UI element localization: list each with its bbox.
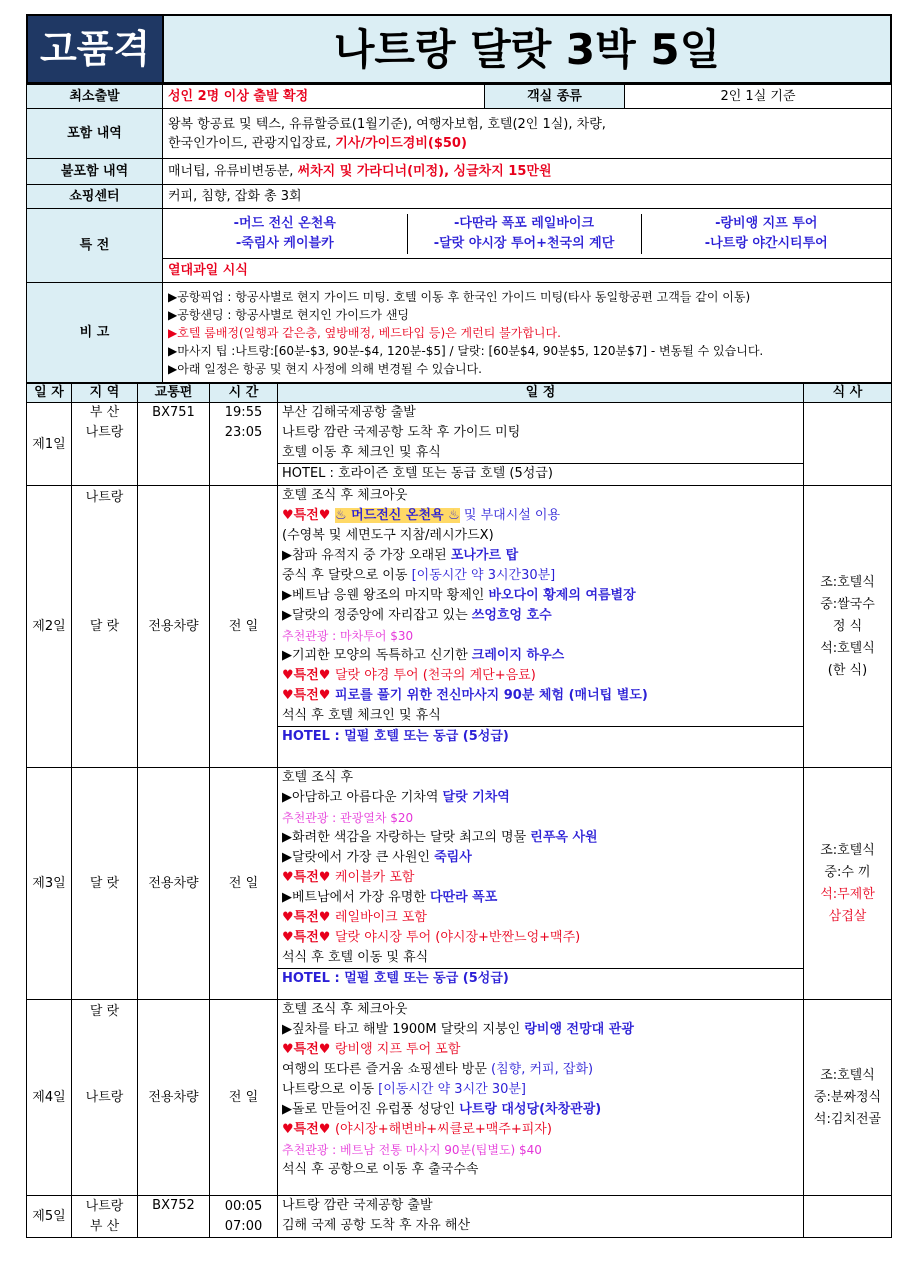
- region-cell: [72, 486, 138, 768]
- min-departure-label: 최소출발: [27, 85, 163, 109]
- attraction-name: 나트랑 대성당(차창관광): [459, 1102, 602, 1117]
- meal-item: 석:김치전골: [813, 1111, 882, 1127]
- schedule-line: [282, 546, 799, 566]
- schedule-line: 석식 후 호텔 체크인 및 휴식: [282, 708, 441, 723]
- special-item: -랑비앵 지프 투어: [715, 215, 818, 231]
- remark-line: ▶공항샌딩 : 항공사별로 현지인 가이드가 샌딩: [168, 307, 410, 322]
- info-table: [26, 84, 892, 383]
- schedule-text: ▶화려한 색감을 자랑하는 달랏 최고의 명물: [282, 830, 531, 845]
- region: 나트랑: [85, 1198, 124, 1214]
- time: 23:05: [224, 425, 263, 440]
- remark-line: ▶공항픽업 : 항공사별로 현지 가이드 미팅. 호텔 이동 후 한국인 가이드 미팅(타사 동일항공편 고객들 같이 이동): [168, 289, 751, 304]
- schedule-text: ▶달랏의 정중앙에 자리잡고 있는: [282, 608, 472, 623]
- special-item: -다딴라 폭포 레일바이크: [453, 215, 595, 231]
- day-label: 제1일: [27, 403, 72, 486]
- room-type-label: 객실 종류: [485, 85, 625, 109]
- schedule-line: [282, 848, 799, 868]
- remark-line: ▶호텔 룸배정(일행과 같은층, 옆방배정, 베드타입 등)은 게런티 불가합니다.: [168, 325, 561, 340]
- remarks-label: 비 고: [27, 283, 163, 383]
- included-label: 포함 내역: [27, 109, 163, 159]
- included-line: [168, 134, 886, 153]
- schedule-line: 부산 김해국제공항 출발: [282, 405, 416, 420]
- schedule-line: [282, 908, 799, 928]
- transport: 전용차량: [138, 768, 210, 1000]
- excluded-value: [163, 159, 892, 185]
- schedule-line: [282, 606, 799, 626]
- special-col: [641, 214, 891, 254]
- schedule-text: ▶기괴한 모양의 독특하고 신기한: [282, 648, 472, 663]
- perk-text: (야시장+해변바+씨클로+맥주+피자): [334, 1122, 552, 1137]
- meal-item: 석:호텔식: [820, 640, 875, 656]
- schedule-line: [282, 586, 799, 606]
- schedule-text: ▶참파 유적지 중 가장 오래된: [282, 548, 451, 563]
- meal-cell: [804, 486, 892, 768]
- region: 나트랑: [85, 425, 124, 440]
- special-item: -달랏 야시장 투어+천국의 계단: [433, 235, 615, 251]
- region-cell: [72, 1196, 138, 1238]
- schedule-line: [282, 566, 799, 586]
- day-row-1: [27, 403, 892, 486]
- region: 달 랏: [72, 768, 138, 1000]
- special-items-cell: [163, 209, 892, 259]
- schedule-line: [282, 868, 799, 888]
- perk-text: 케이블카 포함: [334, 870, 415, 885]
- header-table: [26, 14, 892, 84]
- region-cell: [72, 403, 138, 486]
- meal-item: 조:호텔식: [820, 842, 875, 858]
- region: 달 랏: [89, 1004, 120, 1019]
- day-label: 제4일: [27, 1000, 72, 1196]
- day-row-5: [27, 1196, 892, 1238]
- schedule-line: [282, 666, 799, 686]
- day-row-4: [27, 1000, 892, 1196]
- shopping-value: 커피, 침향, 잡화 총 3회: [163, 185, 892, 209]
- schedule-cell: [278, 486, 804, 768]
- schedule-line: 석식 후 호텔 이동 및 휴식: [282, 950, 429, 965]
- meal-cell: [804, 1196, 892, 1238]
- included-red-text: 기사/가이드경비($50): [335, 135, 467, 151]
- excluded-label: 불포함 내역: [27, 159, 163, 185]
- attraction-name: 랑비앵 전망대 관광: [524, 1022, 634, 1037]
- time: 07:00: [224, 1218, 263, 1234]
- perk-marker: ♥특전♥: [282, 508, 335, 523]
- highlight-text: ♨ 머드전신 온천욕 ♨: [334, 508, 460, 523]
- schedule-text: ▶짚차를 타고 해발 1900M 달랏의 지붕인: [282, 1022, 525, 1037]
- recommended-tour: 추천관광 : 마차투어 $30: [282, 629, 414, 643]
- region: 달 랏: [89, 619, 120, 634]
- perk-marker: ♥특전♥: [282, 1042, 335, 1057]
- schedule-line: [282, 1120, 799, 1140]
- attraction-name: 포나가르 탑: [450, 548, 519, 563]
- schedule-line: [282, 1080, 799, 1100]
- remarks-cell: [163, 283, 892, 383]
- attraction-name: 쓰엉흐엉 호수: [471, 608, 552, 623]
- schedule-text: ▶돌로 만들어진 유럽풍 성당인: [282, 1102, 460, 1117]
- attraction-name: 다딴라 폭포: [429, 890, 498, 905]
- day-label: 제5일: [27, 1196, 72, 1238]
- grade-badge: 고품격: [27, 15, 163, 83]
- room-type-value: 2인 1실 기준: [625, 85, 892, 109]
- special-item: -머드 전신 온천욕: [233, 215, 336, 231]
- schedule-line: 호텔 조식 후 체크아웃: [282, 1002, 408, 1017]
- perk-text: 달랏 야시장 투어 (야시장+반짠느엉+맥주): [334, 930, 581, 945]
- schedule-line: [282, 888, 799, 908]
- recommended-tour: 추천관광 : 베트남 전통 마사지 90분(팁별도) $40: [282, 1143, 542, 1157]
- special-col: [407, 214, 641, 254]
- min-departure-value: 성인 2명 이상 출발 확정: [163, 85, 485, 109]
- transport: BX751: [138, 403, 210, 486]
- col-transport: 교통편: [138, 384, 210, 403]
- schedule-line: 석식 후 공항으로 이동 후 출국수속: [282, 1162, 479, 1177]
- special-item: -나트랑 야간시티투어: [704, 235, 828, 251]
- meal-item: (한 식): [827, 662, 868, 678]
- meal-item: 정 식: [832, 618, 863, 634]
- transport: 전용차량: [138, 486, 210, 768]
- schedule-line: 김해 국제 공항 도착 후 자유 해산: [282, 1218, 471, 1233]
- hotel-line: HOTEL : 멀펄 호텔 또는 동급 (5성급): [278, 968, 803, 989]
- shopping-label: 쇼핑센터: [27, 185, 163, 209]
- day-row-2: [27, 486, 892, 768]
- meal-cell: [804, 403, 892, 486]
- perk-text: 랑비앵 지프 투어 포함: [334, 1042, 461, 1057]
- col-schedule: 일 정: [278, 384, 804, 403]
- col-meal: 식 사: [804, 384, 892, 403]
- attraction-name: 죽림사: [434, 850, 472, 865]
- travel-time: [이동시간 약 3시간30분]: [411, 568, 556, 583]
- special-item: -죽림사 케이블카: [235, 235, 334, 251]
- col-time: 시 간: [210, 384, 278, 403]
- meal-cell: [804, 1000, 892, 1196]
- meal-item: 조:호텔식: [820, 1067, 875, 1083]
- time: 전 일: [210, 1000, 278, 1196]
- schedule-text: 여행의 또다른 즐거움 쇼핑센타 방문: [282, 1062, 492, 1077]
- shopping-items: (침향, 커피, 잡화): [491, 1062, 594, 1077]
- schedule-line: [282, 1060, 799, 1080]
- perk-marker: ♥특전♥: [282, 930, 335, 945]
- excluded-text: 매너팁, 유류비변동분,: [168, 164, 298, 179]
- meal-item: 삼겹살: [828, 908, 867, 924]
- schedule-text: ▶베트남에서 가장 유명한: [282, 890, 430, 905]
- region: 나트랑: [85, 490, 124, 505]
- time: 전 일: [210, 486, 278, 768]
- day-label: 제3일: [27, 768, 72, 1000]
- schedule-text: ▶달랏에서 가장 큰 사원인: [282, 850, 435, 865]
- schedule-text: ▶베트남 응웬 왕조의 마지막 황제인: [282, 588, 489, 603]
- recommended-tour: 추천관광 : 관광열차 $20: [282, 811, 414, 825]
- included-line: 왕복 항공료 및 텍스, 유류할증료(1월기준), 여행자보험, 호텔(2인 1실), 차량,: [168, 116, 606, 132]
- special-label: 특 전: [27, 209, 163, 283]
- schedule-line: 나트랑 깜란 국제공항 출발: [282, 1198, 433, 1213]
- schedule-line: (수영복 및 세면도구 지참/레시가드X): [282, 528, 494, 543]
- transport: BX752: [138, 1196, 210, 1238]
- perk-text: 피로를 풀기 위한 전신마사지 90분 체험 (매너팁 별도): [334, 688, 648, 703]
- schedule-line: [282, 646, 799, 666]
- region: 나트랑: [85, 1090, 124, 1105]
- schedule-line: 호텔 이동 후 체크인 및 휴식: [282, 445, 441, 460]
- time: 19:55: [224, 405, 263, 420]
- perk-marker: ♥특전♥: [282, 1122, 335, 1137]
- remark-line: ▶마사지 팁 :나트랑:[60분-$3, 90분-$4, 120분-$5] / 달랏: [60분$4, 90분$5, 120분$7] - 변동될 수 있습니다.: [168, 343, 764, 358]
- time-cell: [210, 1196, 278, 1238]
- attraction-name: 크레이지 하우스: [471, 648, 565, 663]
- meal-item: 석:무제한: [820, 886, 875, 902]
- meal-item: 중:분짜정식: [813, 1089, 882, 1105]
- perk-marker: ♥특전♥: [282, 870, 335, 885]
- perk-text: 달랏 야경 투어 (천국의 계단+음료): [334, 668, 536, 683]
- day-label: 제2일: [27, 486, 72, 768]
- region: 부 산: [89, 1218, 120, 1234]
- schedule-line: [282, 506, 799, 526]
- attraction-name: 바오다이 황제의 여름별장: [488, 588, 636, 603]
- col-region: 지 역: [72, 384, 138, 403]
- special-items-grid: [163, 214, 891, 254]
- included-text: 한국인가이드, 관광지입장료,: [168, 135, 336, 151]
- schedule-line: [282, 686, 799, 706]
- schedule-line: [282, 788, 799, 808]
- day-row-3: [27, 768, 892, 1000]
- region: 부 산: [89, 405, 120, 420]
- schedule-line: [282, 828, 799, 848]
- remark-line: ▶아래 일정은 항공 및 현지 사정에 의해 변경될 수 있습니다.: [168, 361, 482, 376]
- special-fruit: 열대과일 시식: [163, 259, 892, 283]
- region-cell: [72, 1000, 138, 1196]
- schedule-text: 중식 후 달랏으로 이동: [282, 568, 412, 583]
- schedule-line: 호텔 조식 후 체크아웃: [282, 488, 408, 503]
- schedule-cell: [278, 1196, 804, 1238]
- hotel-line: HOTEL : 호라이즌 호텔 또는 동급 호텔 (5성급): [278, 463, 803, 484]
- perk-marker: ♥특전♥: [282, 910, 335, 925]
- schedule-line: [282, 1020, 799, 1040]
- special-col: [163, 214, 407, 254]
- schedule-line: 호텔 조식 후: [282, 770, 354, 785]
- hotel-line: HOTEL : 멀펄 호텔 또는 동급 (5성급): [278, 726, 803, 747]
- time: 전 일: [210, 768, 278, 1000]
- schedule-cell: [278, 768, 804, 1000]
- schedule-line: 나트랑 깜란 국제공항 도착 후 가이드 미팅: [282, 425, 521, 440]
- excluded-red-text: 써차지 및 가라디너(미정), 싱글차지 15만원: [297, 164, 552, 179]
- meal-item: 중:수 끼: [824, 864, 871, 880]
- meal-item: 조:호텔식: [820, 574, 875, 590]
- schedule-cell: [278, 403, 804, 486]
- schedule-text: 나트랑으로 이동: [282, 1082, 379, 1097]
- transport: 전용차량: [138, 1000, 210, 1196]
- schedule-text: ▶아담하고 아름다운 기차역: [282, 790, 443, 805]
- attraction-name: 달랏 기차역: [442, 790, 510, 805]
- travel-time: [이동시간 약 3시간 30분]: [378, 1082, 526, 1097]
- itinerary-table: [26, 383, 892, 1238]
- schedule-text: 및 부대시설 이용: [459, 508, 561, 523]
- page-title: 나트랑 달랏 3박 5일: [163, 15, 891, 83]
- col-day: 일 자: [27, 384, 72, 403]
- tour-document: [26, 14, 892, 1238]
- attraction-name: 린푸옥 사원: [530, 830, 598, 845]
- perk-text: 레일바이크 포함: [334, 910, 427, 925]
- time: 00:05: [224, 1198, 263, 1214]
- schedule-line: [282, 1040, 799, 1060]
- perk-marker: ♥특전♥: [282, 668, 335, 683]
- meal-cell: [804, 768, 892, 1000]
- time-cell: [210, 403, 278, 486]
- perk-marker: ♥특전♥: [282, 688, 335, 703]
- schedule-line: [282, 1100, 799, 1120]
- included-value: [163, 109, 892, 159]
- schedule-line: [282, 928, 799, 948]
- schedule-cell: [278, 1000, 804, 1196]
- meal-item: 중:쌀국수: [820, 596, 875, 612]
